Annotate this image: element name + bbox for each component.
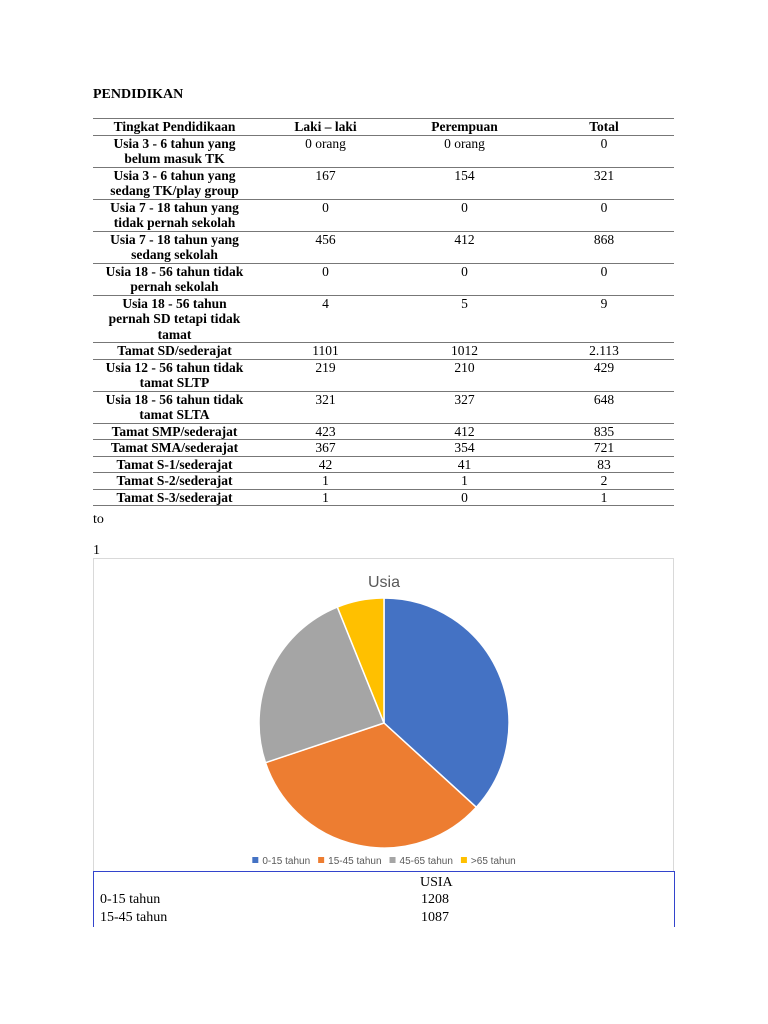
total-count: 0 xyxy=(534,199,674,231)
female-count: 0 xyxy=(395,263,534,295)
female-count: 1 xyxy=(395,473,534,490)
row-label-line: Tamat SMP/sederajat xyxy=(111,423,238,439)
female-count: 5 xyxy=(395,295,534,343)
row-label-line: Usia 3 - 6 tahun yang xyxy=(113,167,236,183)
pie-chart-container xyxy=(93,558,674,872)
table-row xyxy=(93,456,674,473)
male-count: 321 xyxy=(256,391,395,423)
table-row xyxy=(93,167,674,199)
row-label-line: tamat SLTA xyxy=(139,407,210,422)
row-label-line: Usia 7 - 18 tahun yang xyxy=(110,199,239,215)
total-count: 2 xyxy=(534,473,674,490)
row-label xyxy=(93,489,256,506)
female-count: 354 xyxy=(395,440,534,457)
female-count: 412 xyxy=(395,423,534,440)
male-count: 1101 xyxy=(256,343,395,360)
male-count: 367 xyxy=(256,440,395,457)
total-count: 2.113 xyxy=(534,343,674,360)
data-table-label: 0-15 tahun xyxy=(100,892,161,907)
total-count: 0 xyxy=(534,135,674,167)
row-label xyxy=(93,473,256,490)
table-row xyxy=(93,359,674,391)
header-total: Total xyxy=(534,119,674,136)
table-row xyxy=(93,489,674,506)
female-count: 210 xyxy=(395,359,534,391)
row-label-line: Usia 12 - 56 tahun tidak xyxy=(105,359,244,375)
data-table-label: 15-45 tahun xyxy=(100,910,168,925)
male-count: 167 xyxy=(256,167,395,199)
education-table xyxy=(93,118,674,506)
data-table-row xyxy=(100,910,670,928)
total-count: 721 xyxy=(534,440,674,457)
female-count: 0 xyxy=(395,489,534,506)
row-label xyxy=(93,359,256,391)
header-female: Perempuan xyxy=(395,119,534,136)
male-count: 0 orang xyxy=(256,135,395,167)
row-label-line: pernah SD tetapi tidak xyxy=(108,311,241,326)
legend-swatch xyxy=(390,857,396,863)
row-label-line: tidak pernah sekolah xyxy=(113,215,236,230)
male-count: 456 xyxy=(256,231,395,263)
total-count: 868 xyxy=(534,231,674,263)
total-count: 0 xyxy=(534,263,674,295)
row-label xyxy=(93,391,256,423)
legend-swatch xyxy=(318,857,324,863)
row-label xyxy=(93,295,256,343)
row-label-line: sedang TK/play group xyxy=(110,183,239,198)
table-row xyxy=(93,263,674,295)
total-count: 648 xyxy=(534,391,674,423)
male-count: 1 xyxy=(256,489,395,506)
row-label xyxy=(93,456,256,473)
pie-chart xyxy=(94,559,673,871)
header-male: Laki – laki xyxy=(256,119,395,136)
male-count: 219 xyxy=(256,359,395,391)
legend-swatch xyxy=(461,857,467,863)
data-table-value: 1208 xyxy=(421,892,449,907)
row-label-line: Tamat S-3/sederajat xyxy=(116,489,233,505)
data-table-header: USIA xyxy=(420,875,453,890)
chart-legend xyxy=(252,856,515,867)
table-row xyxy=(93,473,674,490)
data-table-value: 1087 xyxy=(421,910,449,925)
total-count: 835 xyxy=(534,423,674,440)
chart-data-table xyxy=(93,871,675,927)
table-row xyxy=(93,423,674,440)
row-label-line: belum masuk TK xyxy=(124,151,225,166)
row-label xyxy=(93,135,256,167)
table-row xyxy=(93,295,674,343)
row-label-line: sedang sekolah xyxy=(131,247,218,262)
male-count: 423 xyxy=(256,423,395,440)
row-label-line: Usia 3 - 6 tahun yang xyxy=(113,135,236,151)
female-count: 327 xyxy=(395,391,534,423)
header-level: Tingkat Pendidikaan xyxy=(93,119,256,136)
female-count: 154 xyxy=(395,167,534,199)
row-label xyxy=(93,423,256,440)
row-label-line: Tamat SMA/sederajat xyxy=(110,440,239,455)
female-count: 41 xyxy=(395,456,534,473)
total-count: 9 xyxy=(534,295,674,343)
row-label-line: pernah sekolah xyxy=(130,279,219,294)
paragraph-number: 1 xyxy=(93,543,100,558)
male-count: 4 xyxy=(256,295,395,343)
table-row xyxy=(93,440,674,457)
legend-label: 15-45 tahun xyxy=(328,856,382,867)
table-row xyxy=(93,199,674,231)
section-heading: PENDIDIKAN xyxy=(93,87,184,102)
legend-label: 45-65 tahun xyxy=(399,856,453,867)
female-count: 1012 xyxy=(395,343,534,360)
row-label-line: Usia 18 - 56 tahun tidak xyxy=(105,263,244,279)
row-label xyxy=(93,343,256,360)
table-row xyxy=(93,135,674,167)
row-label-line: tamat SLTP xyxy=(139,375,210,390)
chart-title: Usia xyxy=(367,574,401,591)
row-label-line: Tamat SD/sederajat xyxy=(117,343,232,358)
row-label-line: Tamat S-2/sederajat xyxy=(116,473,233,488)
male-count: 0 xyxy=(256,199,395,231)
table-row xyxy=(93,343,674,360)
data-table-row xyxy=(100,892,670,910)
row-label xyxy=(93,167,256,199)
total-count: 83 xyxy=(534,456,674,473)
male-count: 1 xyxy=(256,473,395,490)
legend-label: 0-15 tahun xyxy=(262,856,311,867)
total-count: 1 xyxy=(534,489,674,506)
row-label xyxy=(93,440,256,457)
legend-label: >65 tahun xyxy=(470,856,516,867)
row-label xyxy=(93,263,256,295)
table-header-row xyxy=(93,119,674,136)
paragraph-text: to xyxy=(93,512,104,527)
row-label-line: tamat xyxy=(157,326,192,342)
female-count: 0 orang xyxy=(395,135,534,167)
total-count: 321 xyxy=(534,167,674,199)
female-count: 412 xyxy=(395,231,534,263)
male-count: 42 xyxy=(256,456,395,473)
row-label xyxy=(93,231,256,263)
total-count: 429 xyxy=(534,359,674,391)
row-label-line: Usia 18 - 56 tahun xyxy=(122,295,227,311)
table-row xyxy=(93,231,674,263)
row-label xyxy=(93,199,256,231)
legend-swatch xyxy=(252,857,258,863)
row-label-line: Tamat S-1/sederajat xyxy=(116,456,233,472)
male-count: 0 xyxy=(256,263,395,295)
row-label-line: Usia 18 - 56 tahun tidak xyxy=(105,391,244,407)
table-row xyxy=(93,391,674,423)
female-count: 0 xyxy=(395,199,534,231)
row-label-line: Usia 7 - 18 tahun yang xyxy=(110,231,239,247)
